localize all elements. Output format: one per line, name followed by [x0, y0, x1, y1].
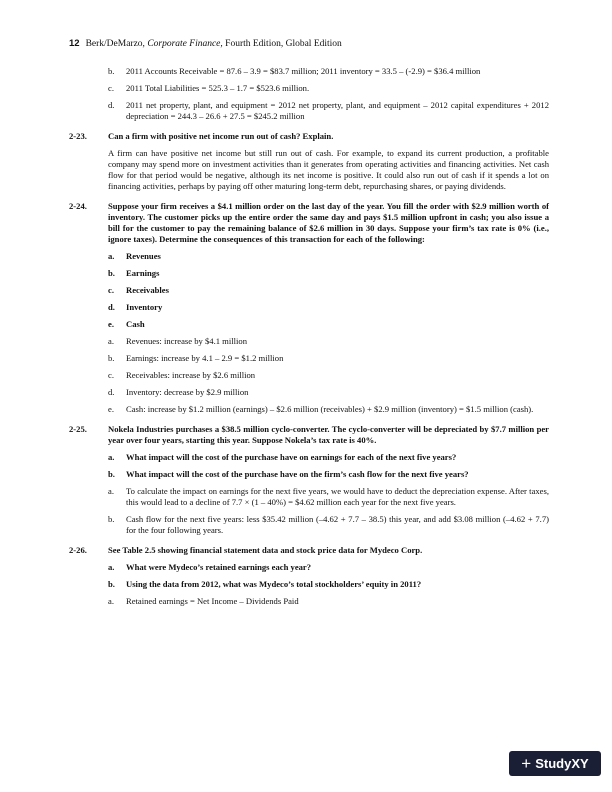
- header-book-title: Corporate Finance,: [147, 39, 223, 49]
- question-part: [69, 268, 549, 279]
- problem-2-24: [69, 201, 549, 245]
- answer-label: e.: [108, 404, 114, 414]
- part-label: e.: [108, 319, 114, 329]
- problem-2-23: [69, 131, 549, 142]
- header-edition: Fourth Edition, Global Edition: [222, 39, 342, 49]
- answer-item: [69, 353, 549, 364]
- part-text: What impact will the cost of the purchase have on earnings for each of the next five years?: [126, 452, 457, 462]
- logo-text: StudyXY: [535, 756, 589, 771]
- answer-text: Revenues: increase by $4.1 million: [126, 336, 248, 346]
- problem-number: 2-24.: [69, 201, 87, 211]
- answer-item: [69, 370, 549, 381]
- page-content: [69, 66, 549, 613]
- answer-item: [69, 336, 549, 347]
- part-text: Earnings: [126, 268, 160, 278]
- answer-text: 2011 Accounts Receivable = 87.6 – 3.9 = $83.7 million; 2011 inventory = 33.5 – (-2.9) = $36.4 million: [126, 66, 481, 76]
- question-part: [69, 562, 549, 573]
- part-text: What impact will the cost of the purchase have on the firm’s cash flow for the next five years?: [126, 469, 469, 479]
- part-text: Inventory: [126, 302, 163, 312]
- part-label: c.: [108, 285, 114, 295]
- plus-icon: +: [521, 754, 532, 773]
- answer-label: d.: [108, 100, 115, 110]
- header-authors: Berk/DeMarzo,: [85, 39, 148, 49]
- question-part: [69, 319, 549, 330]
- problem-2-26: [69, 545, 549, 556]
- page-number: 12: [69, 38, 80, 49]
- answer-text: Cash flow for the next five years: less $35.42 million (–4.62 + 7.7 – 38.5) this year, and add $3.08 million (–4.62 + 7.7) for the four following years.: [126, 514, 549, 535]
- answer-item: [69, 100, 549, 122]
- part-text: Revenues: [126, 251, 161, 261]
- part-text: Using the data from 2012, what was Mydeco’s total stockholders’ equity in 2011?: [126, 579, 422, 589]
- answer-item: [69, 66, 549, 77]
- answer-text: Retained earnings = Net Income – Dividends Paid: [126, 596, 299, 606]
- part-text: Receivables: [126, 285, 169, 295]
- answer-label: b.: [108, 514, 115, 524]
- problem-number: 2-23.: [69, 131, 87, 141]
- part-label: a.: [108, 251, 115, 261]
- answer-text: 2011 Total Liabilities = 525.3 – 1.7 = $523.6 million.: [126, 83, 310, 93]
- part-label: a.: [108, 452, 115, 462]
- question-part: [69, 469, 549, 480]
- running-header: [69, 38, 342, 49]
- answer-text: Inventory: decrease by $2.9 million: [126, 387, 249, 397]
- problem-question: See Table 2.5 showing financial statement data and stock price data for Mydeco Corp.: [108, 545, 423, 555]
- part-label: d.: [108, 302, 115, 312]
- answer-text: 2011 net property, plant, and equipment = 2012 net property, plant, and equipment – 2012 capital expenditures + 2012 depreciation = 244.3 – 26.6 + 27.5 = $245.2 million: [126, 100, 549, 121]
- problem-question: Suppose your firm receives a $4.1 million order on the last day of the year. You fill the order with $2.9 million worth of inventory. The customer picks up the entire order the same day and pays $1.5 million upfront in cash; you also issue a bill for the customer to pay the remaining balance of $2.6 million in 30 days. Suppose your firm’s tax rate is 0% (i.e., ignore taxes). Determine the consequences of this transaction for each of the following:: [108, 201, 549, 244]
- answer-label: b.: [108, 353, 115, 363]
- part-label: b.: [108, 469, 115, 479]
- problem-2-25: [69, 424, 549, 446]
- answer-text: To calculate the impact on earnings for the next five years, we would have to deduct the depreciation expense. After taxes, this would lead to a decline of 7.7 × (1 – 40%) = $4.62 million each year for the next five years.: [126, 486, 549, 507]
- answer-label: b.: [108, 66, 115, 76]
- answer-item: [69, 387, 549, 398]
- answer-label: d.: [108, 387, 115, 397]
- part-text: Cash: [126, 319, 145, 329]
- answer-item: [69, 514, 549, 536]
- studyxy-logo[interactable]: [509, 751, 601, 776]
- question-part: [69, 251, 549, 262]
- answer-item: [69, 596, 549, 607]
- question-part: [69, 452, 549, 463]
- problem-number: 2-25.: [69, 424, 87, 434]
- part-text: What were Mydeco’s retained earnings each year?: [126, 562, 312, 572]
- answer-label: a.: [108, 336, 114, 346]
- problem-answer: A firm can have positive net income but still run out of cash. For example, to expand its current production, a profitable company may spend more on investment activities than it generates from operating activities and financing activities. Net cash flow for that period would be negative, although its net income is positive. It could also run out of cash if it spends a lot on financing activities, perhaps by paying off other maturing long-term debt, repurchasing shares, or paying dividends.: [108, 148, 549, 191]
- answer-label: a.: [108, 596, 114, 606]
- question-part: [69, 579, 549, 590]
- problem-question: Nokela Industries purchases a $38.5 million cyclo-converter. The cyclo-converter will be depreciated by $7.7 million per year over four years, starting this year. Suppose Nokela’s tax rate is 40%.: [108, 424, 549, 445]
- problem-question: Can a firm with positive net income run out of cash? Explain.: [108, 131, 334, 141]
- answer-text: Cash: increase by $1.2 million (earnings) – $2.6 million (receivables) + $2.9 million (inventory) = $1.5 million (cash).: [126, 404, 534, 414]
- part-label: a.: [108, 562, 115, 572]
- question-part: [69, 302, 549, 313]
- answer-item: [69, 486, 549, 508]
- answer-label: c.: [108, 83, 114, 93]
- answer-label: c.: [108, 370, 114, 380]
- problem-number: 2-26.: [69, 545, 87, 555]
- answer-item: [69, 83, 549, 94]
- question-part: [69, 285, 549, 296]
- answer-label: a.: [108, 486, 114, 496]
- answer-text: Earnings: increase by 4.1 – 2.9 = $1.2 million: [126, 353, 284, 363]
- part-label: b.: [108, 579, 115, 589]
- answer-text: Receivables: increase by $2.6 million: [126, 370, 256, 380]
- answer-item: [69, 404, 549, 415]
- part-label: b.: [108, 268, 115, 278]
